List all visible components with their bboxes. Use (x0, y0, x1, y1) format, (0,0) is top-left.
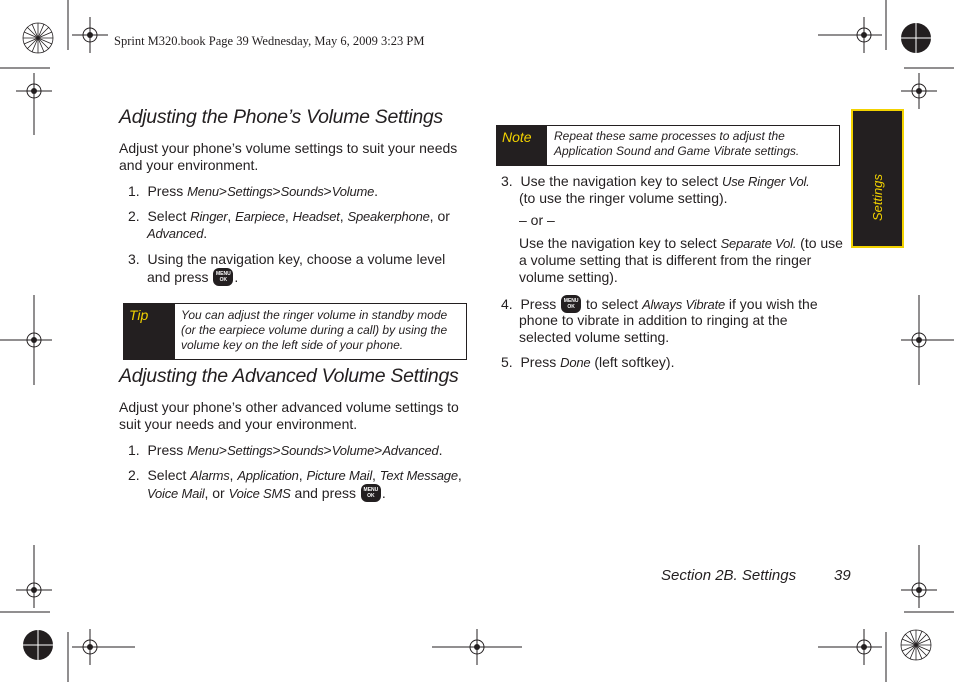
step-4-right-l3: selected volume setting. (519, 329, 670, 345)
step-2-advanced-cont: Voice Mail, or Voice SMS and press MENU OK . (147, 485, 386, 501)
step-3-volume-cont: and press MENU OK . (147, 269, 239, 285)
section-title-volume: Adjusting the Phone’s Volume Settings (119, 106, 443, 128)
tip-text: You can adjust the ringer volume in standby mode (or the earpiece volume during a call) by using the volume key on the left side of your phone. (181, 308, 448, 352)
menu-ok-key-icon: MENU OK (561, 295, 581, 313)
section-tab-label: Settings (870, 174, 885, 221)
note-text: Repeat these same processes to adjust the Application Sound and Game Vibrate settings. (554, 129, 800, 158)
step-1-advanced: 1. Press Menu>Settings>Sounds>Volume>Advanced. (128, 442, 443, 458)
step-3-volume: 3. Using the navigation key, choose a volume level (128, 251, 446, 267)
section-intro-volume: Adjust your phone’s volume settings to suit your needs and your environment. (119, 140, 458, 173)
section-tab (851, 109, 904, 248)
step-3-right-l2: (to use the ringer volume setting). (519, 190, 728, 206)
footer-section: Section 2B. Settings (661, 567, 797, 584)
step-4-right-l2: phone to vibrate in addition to ringing at the (519, 312, 788, 328)
step-3-right-alt-l2: a volume setting that is different from the ringer (519, 252, 812, 268)
step-3-right: 3. Use the navigation key to select Use Ringer Vol. (501, 173, 810, 189)
section-title-advanced: Adjusting the Advanced Volume Settings (119, 365, 459, 387)
step-5-right: 5. Press Done (left softkey). (501, 354, 675, 370)
step-2-volume-cont: Advanced. (147, 225, 208, 241)
step-2-advanced: 2. Select Alarms, Application, Picture Mail, Text Message, (128, 467, 462, 483)
step-1-volume: 1. Press Menu>Settings>Sounds>Volume. (128, 183, 379, 199)
tip-label: Tip (124, 304, 175, 359)
note-box (496, 125, 840, 166)
step-2-volume: 2. Select Ringer, Earpiece, Headset, Speakerphone, or (128, 208, 450, 224)
step-3-right-alt-l3: volume setting). (519, 269, 618, 285)
page-number: 39 (834, 567, 851, 584)
step-3-right-alt: Use the navigation key to select Separate Vol. (to use (519, 235, 843, 251)
note-label: Note (497, 126, 547, 165)
menu-ok-key-icon: MENU OK (361, 484, 381, 502)
step-4-right: 4. Press MENU OK to select Always Vibrate if you wish the (501, 296, 818, 312)
or-separator: – or – (519, 212, 555, 228)
section-intro-advanced: Adjust your phone’s other advanced volume settings to suit your needs and your environment. (119, 399, 459, 432)
tip-box (123, 303, 467, 360)
menu-ok-key-icon: MENU OK (213, 268, 233, 286)
print-header: Sprint M320.book Page 39 Wednesday, May 6, 2009 3:23 PM (114, 34, 425, 48)
